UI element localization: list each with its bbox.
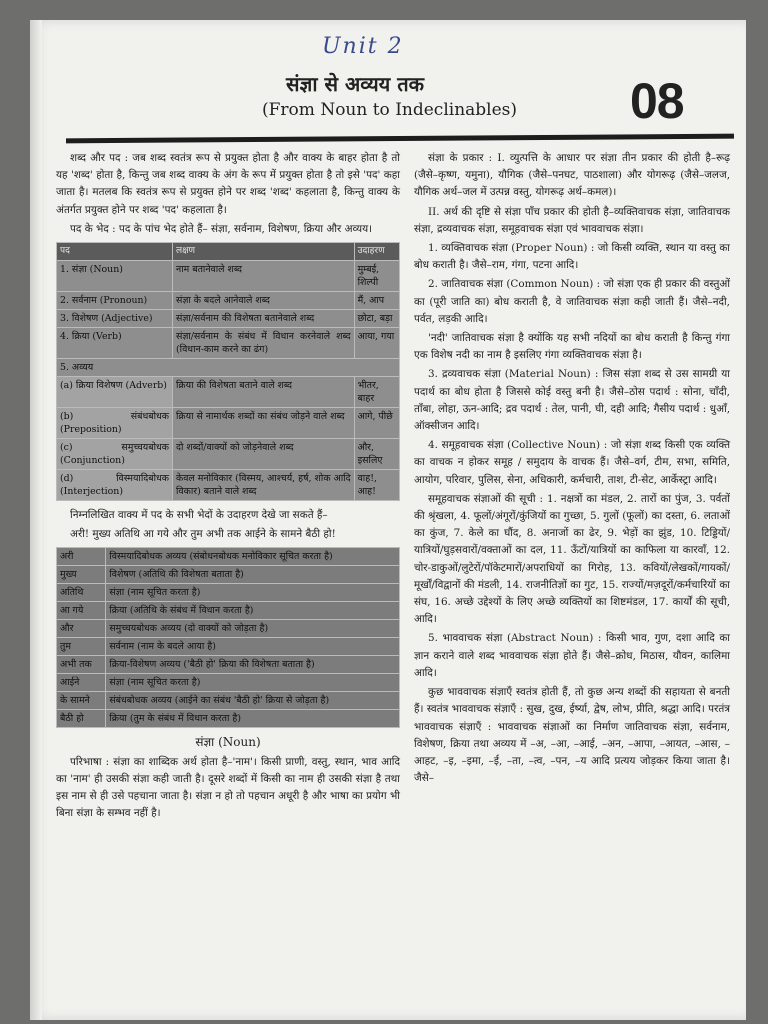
table-cell: दो शब्दों/वाक्यों को जोड़नेवाले शब्द [173,439,355,470]
paragraph-abstract-noun-formation: कुछ भाववाचक संज्ञाएँ स्वतंत्र होती हैं, तो कुछ अन्य शब्दों की सहायता से बनती हैं। स्वतंत्र भाववाचक संज्ञाएँ : सुख, दुख, ईर्ष्या, द्वेष, लोभ, प्रीति, श्रद्धा आदि। परतंत्र भाववाचक संज्ञाएँ : भाववाचक संज्ञाओं का निर्माण जातिवाचक संज्ञा, सर्वनाम, विशेषण, क्रिया तथा अव्यय में –अ, –आ, –आई, –अन, –आपा, –आयत, –आस, –आहट, –इ, –इमा, –ई, –ता, –त्व, –पन, –य आदि प्रत्यय जोड़कर किया जाता है। जैसे– [414,686,730,785]
chapter-title-hindi: संज्ञा से अव्यय तक [286,72,425,96]
table-cell: 5. अव्यय [57,359,400,377]
book-page [30,20,746,1020]
table-cell: क्रिया से नामार्थक शब्दों का संबंध जोड़ने वाले शब्द [173,408,355,439]
table-row [57,656,400,674]
table-cell: वाह!, आह! [354,470,399,501]
paragraph-collective-noun: 4. समूहवाचक संज्ञा (Collective Noun) : जो संज्ञा शब्द किसी एक व्यक्ति का वाचक न होकर समूह / समुदाय के वाचक हैं। जैसे–वर्ग, टीम, सभा, समिति, आयोग, परिवार, पुलिस, सेना, अधिकारी, कर्मचारी, ताश, टी-सेट, आर्केस्ट्रा आदि। [414,439,730,486]
table-cell: संज्ञा (नाम सूचित करता है) [106,674,400,692]
table-cell: अभी तक [57,656,106,674]
table-cell: संबंधबोधक अव्यय (आईने का संबंध 'बैठी हो' क्रिया से जोड़ता है) [106,692,400,710]
table-row [57,710,400,728]
table-cell: केवल मनोविकार (विस्मय, आश्चर्य, हर्ष, शोक आदि विकार) बताने वाले शब्द [173,470,355,501]
paragraph-examples-intro: निम्नलिखित वाक्य में पद के सभी भेदों के उदाहरण देखे जा सकते हैं– [70,509,328,522]
paragraph-proper-noun: 1. व्यक्तिवाचक संज्ञा (Proper Noun) : जो किसी व्यक्ति, स्थान या वस्तु का बोध कराती है। जैसे–राम, गंगा, पटना आदि। [414,242,730,272]
page-spine-shadow [30,20,42,1020]
table-cell: आगे, पीछे [354,408,399,439]
title-divider [66,134,734,144]
table-cell: 3. विशेषण (Adjective) [57,310,173,328]
table-cell: अतिथि [57,584,106,602]
table-row [57,674,400,692]
table-cell: क्रिया की विशेषता बताने वाले शब्द [173,377,355,408]
table-cell: छोटा, बड़ा [354,310,399,328]
table-cell: (d) विस्मयादिबोधक (Interjection) [57,470,173,501]
table-cell: के सामने [57,692,106,710]
table-header: उदाहरण [354,243,399,261]
section-heading-noun: संज्ञा (Noun) [195,735,261,750]
table-header: लक्षण [173,243,355,261]
table-cell: आ गये [57,602,106,620]
table-cell: आईने [57,674,106,692]
table-cell: अरी [57,548,106,566]
table-cell: आया, गया [354,328,399,359]
table-cell: मुम्बई, शिल्पी [354,261,399,292]
table-row [57,470,400,501]
table-row [57,292,400,310]
table-row [57,439,400,470]
table-row [57,692,400,710]
left-column [56,150,400,824]
paragraph-material-noun: 3. द्रव्यवाचक संज्ञा (Material Noun) : जिस संज्ञा शब्द से उस सामग्री या पदार्थ का बोध होता है जिससे कोई वस्तु बनी है। जैसे–ठोस पदार्थ : सोना, चाँदी, ताँबा, लोहा, ऊन-आदि; द्रव पदार्थ : तेल, पानी, घी, दही आदि; गैसीय पदार्थ : धुआँ, ऑक्सीजन आदि। [414,368,730,433]
table-cell: बैठी हो [57,710,106,728]
table-row [57,602,400,620]
table-row [57,328,400,359]
table-row [57,566,400,584]
table-cell: और [57,620,106,638]
table-cell: तुम [57,638,106,656]
table-cell: विस्मयादिबोधक अव्यय (संबोधनबोधक मनोविकार सूचित करता है) [106,548,400,566]
table-cell: क्रिया (तुम के संबंध में विधान करता है) [106,710,400,728]
chapter-title-english: (From Noun to Indeclinables) [262,100,518,120]
table-cell: संज्ञा के बदले आनेवाले शब्द [173,292,355,310]
paragraph-collective-noun-list: समूहवाचक संज्ञाओं की सूची : 1. नक्षत्रों का मंडल, 2. तारों का पुंज, 3. पर्वतों की श्रृंखला, 4. फूलों/अंगूरों/कुंजियों का गुच्छा, 5. गुलों (फूलों) का दस्ता, 6. लताओं का कुंज, 7. केले का घौंद, 8. अनाजों का ढेर, 9. भेड़ों का झुंड, 10. टिड्डियों/यात्रियों/घुड़सवारों/वक्ताओं का दल, 11. ऊँटों/यात्रियों का काफिला या कारवाँ, 12. चोर-डाकुओं/लुटेरों/पॉकेटमारों/अपराधियों का गिरोह, 13. कवियों/लेखकों/गायकों/मूर्खों/विद्वानों की मंडली, 14. राजनीतिज्ञों का गुट, 15. राज्यों/मज़दूरों/कर्मचारियों का संघ, 16. अच्छे उद्देश्यों के लिए अच्छे व्यक्तियों का शिष्टमंडल, 17. कार्यों की सूची, आदि। [414,492,730,626]
table-cell: क्रिया (अतिथि के संबंध में विधान करता है) [106,602,400,620]
paragraph-noun-definition: परिभाषा : संज्ञा का शाब्दिक अर्थ होता है–'नाम'। किसी प्राणी, वस्तु, स्थान, भाव आदि का 'नाम' ही उसकी संज्ञा कही जाती है। दूसरे शब्दों में किसी का नाम ही उसकी संज्ञा है तथा इस नाम से ही उसे पहचाना जाता है। संज्ञा न हो तो पहचान अधूरी है और भाषा का प्रयोग भी बिना संज्ञा के सम्भव नहीं है। [56,755,400,820]
table-cell: 2. सर्वनाम (Pronoun) [57,292,173,310]
paragraph-noun-types-meaning: II. अर्थ की दृष्टि से संज्ञा पाँच प्रकार की होती है–व्यक्तिवाचक संज्ञा, जातिवाचक संज्ञा, द्रव्यवाचक संज्ञा, समूहवाचक संज्ञा एवं भाववाचक संज्ञा। [414,205,730,235]
chapter-number: 08 [630,73,684,129]
table-cell: संज्ञा (नाम सूचित करता है) [106,584,400,602]
table-row [57,584,400,602]
table-row [57,377,400,408]
table-cell: 4. क्रिया (Verb) [57,328,173,359]
table-cell: और, इसलिए [354,439,399,470]
table-row [57,408,400,439]
table-cell: (b) संबंधबोधक (Preposition) [57,408,173,439]
table-cell: (c) समुच्चयबोधक (Conjunction) [57,439,173,470]
table-header: पद [57,243,173,261]
parts-of-speech-table [56,242,400,501]
table-cell: क्रिया-विशेषण अव्यय ('बैठी हो' क्रिया की विशेषता बताता है) [106,656,400,674]
example-analysis-table [56,547,400,728]
table-cell: भीतर, बाहर [354,377,399,408]
table-cell: विशेषण (अतिथि की विशेषता बताता है) [106,566,400,584]
table-cell: संज्ञा/सर्वनाम की विशेषता बतानेवाले शब्द [173,310,355,328]
table-row [57,638,400,656]
paragraph-abstract-noun: 5. भाववाचक संज्ञा (Abstract Noun) : किसी भाव, गुण, दशा आदि का ज्ञान कराने वाले शब्द भाववाचक संज्ञा होते हैं। जैसे–क्रोध, मिठास, यौवन, कालिमा आदि। [414,632,730,679]
right-column [414,150,730,789]
paragraph-noun-types-derivation: संज्ञा के प्रकार : I. व्युत्पत्ति के आधार पर संज्ञा तीन प्रकार की होती है–रूढ़ (जैसे–कृष्ण, यमुना), यौगिक (जैसे–पनघट, पाठशाला) और योगरूढ़ (जैसे–जलज, यौगिक अर्थ–जल में उत्पन्न वस्तु, योगरूढ़ अर्थ–कमल)। [414,152,730,199]
table-cell: (a) क्रिया विशेषण (Adverb) [57,377,173,408]
table-row [57,359,400,377]
table-cell: नाम बतानेवाले शब्द [173,261,355,292]
table-row [57,620,400,638]
example-sentence: अरी! मुख्य अतिथि आ गये और तुम अभी तक आईने के सामने बैठी हो! [70,528,336,541]
table-cell: समुच्चयबोधक अव्यय (दो वाक्यों को जोड़ता है) [106,620,400,638]
paragraph-shabd-aur-pad: शब्द और पद : जब शब्द स्वतंत्र रूप से प्रयुक्त होता है और वाक्य के बाहर होता है तो यह 'शब्द' होता है, किन्तु जब शब्द वाक्य के अंग के रूप में प्रयुक्त होता है तो इसे 'पद' कहा जाता है। मतलब कि स्वतंत्र रूप से प्रयुक्त होने पर शब्द 'शब्द' कहलाता है, किन्तु वाक्य के अंतर्गत प्रयुक्त होने पर शब्द 'पद' कहलाता है। [56,152,400,216]
table-cell: संज्ञा/सर्वनाम के संबंध में विधान करनेवाले शब्द (विधान-काम करने का ढंग) [173,328,355,359]
paragraph-pad-ke-bhed: पद के भेद : पद के पांच भेद होते हैं– संज्ञा, सर्वनाम, विशेषण, क्रिया और अव्यय। [70,222,373,235]
table-cell: मैं, आप [354,292,399,310]
table-row [57,310,400,328]
paragraph-common-noun: 2. जातिवाचक संज्ञा (Common Noun) : जो संज्ञा एक ही प्रकार की वस्तुओं का (पूरी जाति का) बोध कराती है, वे जातिवाचक संज्ञा कही जाती हैं। जैसे–नदी, पर्वत, लड़की आदि। [414,278,730,325]
paragraph-nadi-example: 'नदी' जातिवाचक संज्ञा है क्योंकि यह सभी नदियों का बोध कराती है किन्तु गंगा एक विशेष नदी का नाम है इसलिए गंगा व्यक्तिवाचक संज्ञा है। [414,332,730,362]
table-row [57,261,400,292]
table-row [57,548,400,566]
table-cell: सर्वनाम (नाम के बदले आया है) [106,638,400,656]
handwritten-note: Unit 2 [322,34,404,59]
table-cell: मुख्य [57,566,106,584]
table-cell: 1. संज्ञा (Noun) [57,261,173,292]
